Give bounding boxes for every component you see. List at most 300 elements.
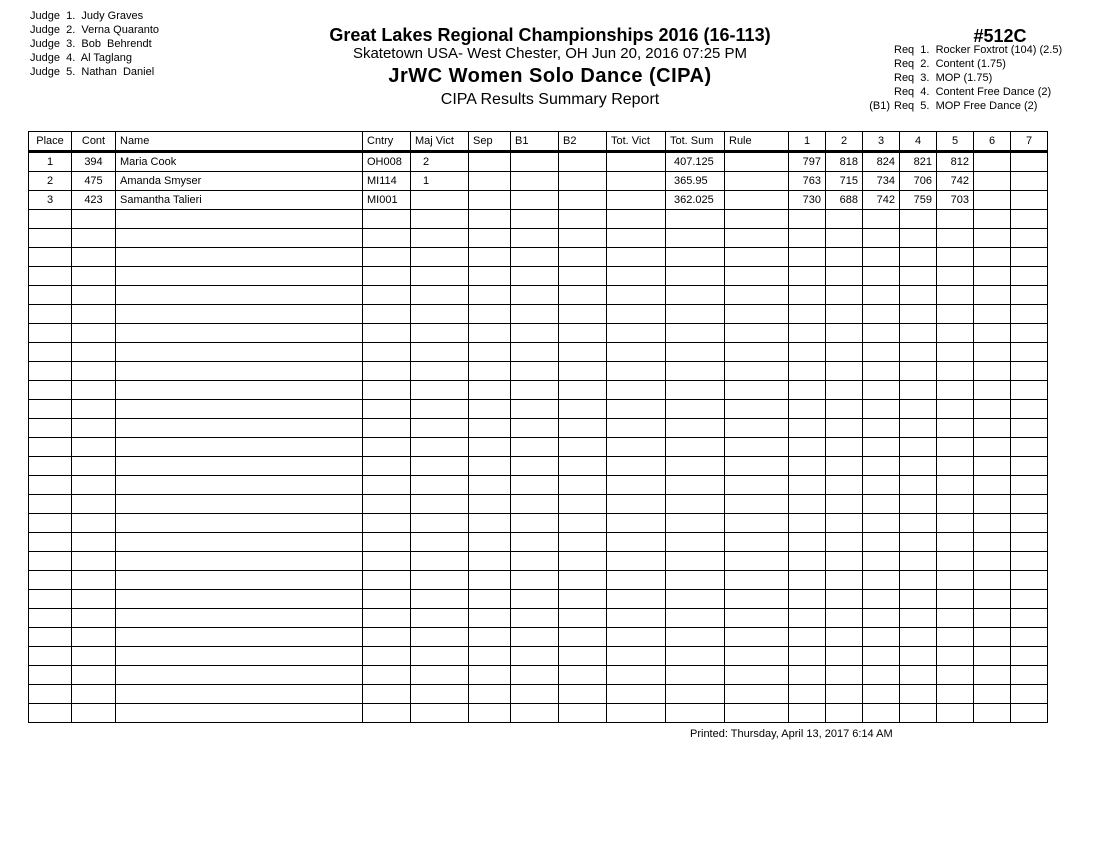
table-cell [789,628,826,647]
table-cell [863,647,900,666]
table-cell [826,438,863,457]
table-cell [725,495,789,514]
table-cell [469,286,511,305]
table-cell: 1 [29,152,72,172]
table-cell [900,590,937,609]
table-cell [411,438,469,457]
table-cell [1011,685,1048,704]
table-cell [826,666,863,685]
table-cell [411,685,469,704]
column-header: Tot. Vict [607,132,666,152]
table-cell [974,438,1011,457]
table-cell [826,571,863,590]
table-cell [559,152,607,172]
table-cell [511,628,559,647]
table-cell [511,191,559,210]
report-title: CIPA Results Summary Report [440,91,660,108]
table-cell [72,457,116,476]
table-cell [29,533,72,552]
table-cell [826,457,863,476]
table-cell [666,229,725,248]
table-cell [900,647,937,666]
table-cell [863,533,900,552]
table-cell [469,647,511,666]
table-cell [511,704,559,723]
table-cell [29,609,72,628]
table-cell [469,666,511,685]
table-cell [363,476,411,495]
table-cell [789,571,826,590]
table-cell [1011,229,1048,248]
table-cell [725,533,789,552]
table-cell [725,457,789,476]
table-cell [607,191,666,210]
table-cell [559,305,607,324]
table-cell [411,514,469,533]
table-cell [1011,628,1048,647]
table-cell [511,400,559,419]
table-cell [72,324,116,343]
table-cell [974,571,1011,590]
table-cell [1011,457,1048,476]
table-cell [72,305,116,324]
table-cell [725,647,789,666]
table-cell [826,305,863,324]
table-cell [363,514,411,533]
table-cell [29,286,72,305]
table-cell [666,438,725,457]
table-cell [559,438,607,457]
table-cell [116,381,363,400]
table-cell [826,210,863,229]
requirement-text: Req 4. Content Free Dance (2) [894,86,1052,98]
table-cell [826,381,863,400]
column-header: Maj Vict [411,132,469,152]
table-cell [559,647,607,666]
table-cell [469,419,511,438]
table-cell [559,457,607,476]
table-cell [607,419,666,438]
table-row [29,343,1048,362]
table-cell [900,571,937,590]
table-cell [411,476,469,495]
table-cell [469,191,511,210]
table-cell [863,552,900,571]
table-cell [363,457,411,476]
table-cell [666,305,725,324]
judge-item: Judge 5. Nathan Daniel [30,66,155,78]
table-cell [1011,191,1048,210]
table-cell [469,400,511,419]
table-cell [863,666,900,685]
table-row [29,172,1048,191]
table-cell [511,305,559,324]
table-cell [607,476,666,495]
table-cell [411,647,469,666]
column-header: Tot. Sum [666,132,725,152]
table-cell [29,495,72,514]
table-cell [559,324,607,343]
table-cell [511,210,559,229]
requirement-text: Req 1. Rocker Foxtrot (104) (2.5) [894,44,1063,56]
table-cell: Samantha Talieri [116,191,363,210]
table-cell [900,666,937,685]
table-row [29,438,1048,457]
table-cell [725,438,789,457]
table-cell [1011,248,1048,267]
table-cell [411,286,469,305]
table-cell [725,229,789,248]
table-cell [789,457,826,476]
table-cell [900,419,937,438]
table-cell [511,172,559,191]
table-cell [1011,476,1048,495]
table-cell [974,343,1011,362]
table-cell: MI001 [363,191,411,210]
table-cell [469,381,511,400]
table-cell [559,666,607,685]
table-cell [607,172,666,191]
table-cell [607,457,666,476]
table-cell [116,571,363,590]
table-cell [607,324,666,343]
table-cell [469,248,511,267]
table-cell: 475 [72,172,116,191]
table-cell [666,286,725,305]
table-cell: 423 [72,191,116,210]
table-cell [1011,533,1048,552]
table-cell [666,533,725,552]
printed-timestamp: Printed: Thursday, April 13, 2017 6:14 AM [690,728,893,740]
table-cell [725,685,789,704]
table-cell [469,685,511,704]
table-cell [1011,495,1048,514]
table-cell [789,286,826,305]
table-cell [725,362,789,381]
table-cell [789,438,826,457]
table-row [29,381,1048,400]
table-cell [469,343,511,362]
table-cell [789,533,826,552]
requirement-text: Req 2. Content (1.75) [894,58,1006,70]
table-cell [1011,419,1048,438]
table-cell [363,590,411,609]
table-cell [411,343,469,362]
table-cell [363,400,411,419]
table-cell [29,704,72,723]
table-cell [511,457,559,476]
table-cell [789,609,826,628]
column-header: 4 [900,132,937,152]
table-cell [363,704,411,723]
table-row [29,362,1048,381]
table-cell [974,666,1011,685]
table-cell [974,647,1011,666]
table-cell [116,343,363,362]
table-cell [725,267,789,286]
table-cell [116,457,363,476]
table-cell [411,191,469,210]
table-cell [469,609,511,628]
column-header: Name [116,132,363,152]
table-cell [411,571,469,590]
table-cell [1011,381,1048,400]
table-cell [863,457,900,476]
table-cell: 742 [863,191,900,210]
table-cell [666,628,725,647]
table-cell [863,495,900,514]
table-cell [863,438,900,457]
table-cell [469,362,511,381]
requirement-text: Req 5. MOP Free Dance (2) [894,100,1038,112]
table-cell [511,362,559,381]
column-header: 6 [974,132,1011,152]
table-cell [469,457,511,476]
table-cell [789,552,826,571]
table-cell [974,552,1011,571]
table-cell [789,514,826,533]
table-cell [559,476,607,495]
table-cell [559,191,607,210]
table-cell [666,324,725,343]
table-cell [826,628,863,647]
table-cell [607,362,666,381]
table-row [29,305,1048,324]
table-cell [511,647,559,666]
table-cell [974,609,1011,628]
column-header: Place [29,132,72,152]
table-cell [666,476,725,495]
table-cell [411,400,469,419]
table-cell [29,248,72,267]
table-cell [725,381,789,400]
table-cell [116,476,363,495]
table-cell [789,248,826,267]
table-cell [29,229,72,248]
table-cell [411,419,469,438]
table-cell [863,628,900,647]
table-cell [900,476,937,495]
table-cell [937,362,974,381]
table-cell [1011,552,1048,571]
table-cell [511,267,559,286]
table-cell [411,704,469,723]
table-cell [974,152,1011,172]
table-cell [1011,590,1048,609]
table-cell [974,704,1011,723]
table-cell [72,210,116,229]
table-row [29,457,1048,476]
results-table [28,131,1048,723]
column-header: Sep [469,132,511,152]
table-cell [725,609,789,628]
table-cell [29,685,72,704]
table-row [29,514,1048,533]
table-cell [29,666,72,685]
table-cell: 715 [826,172,863,191]
table-cell [974,685,1011,704]
table-cell [29,438,72,457]
table-cell [559,362,607,381]
table-row [29,590,1048,609]
table-cell [863,210,900,229]
venue-date: Skatetown USA- West Chester, OH Jun 20, 2016 07:25 PM [352,45,748,62]
table-cell [1011,172,1048,191]
table-cell [511,609,559,628]
table-cell [789,419,826,438]
table-cell [116,590,363,609]
table-cell [411,495,469,514]
requirement-item [840,71,1076,85]
table-cell: 759 [900,191,937,210]
table-cell [363,362,411,381]
table-cell [29,324,72,343]
column-header: 2 [826,132,863,152]
table-cell: 688 [826,191,863,210]
table-cell [725,286,789,305]
table-cell [789,647,826,666]
table-cell: 3 [29,191,72,210]
table-row [29,685,1048,704]
table-row [29,704,1048,723]
table-cell [725,324,789,343]
table-cell [469,152,511,172]
table-cell [666,343,725,362]
requirement-item [840,57,1076,71]
table-cell [974,248,1011,267]
table-cell [666,400,725,419]
table-cell [974,495,1011,514]
table-cell [116,704,363,723]
table-cell [900,495,937,514]
table-cell [789,685,826,704]
table-cell [789,495,826,514]
table-cell [1011,324,1048,343]
table-row [29,229,1048,248]
table-cell [469,590,511,609]
table-cell [607,533,666,552]
table-cell [411,590,469,609]
table-cell [511,419,559,438]
table-cell [116,229,363,248]
table-cell [116,533,363,552]
table-cell [72,533,116,552]
table-cell [666,419,725,438]
table-cell: 742 [937,172,974,191]
table-cell [666,590,725,609]
table-cell [363,666,411,685]
table-row [29,419,1048,438]
table-row [29,552,1048,571]
column-header: B1 [511,132,559,152]
table-cell [1011,286,1048,305]
table-cell [607,305,666,324]
table-cell [72,438,116,457]
table-cell [72,666,116,685]
table-cell [1011,343,1048,362]
table-cell [116,324,363,343]
table-cell [826,647,863,666]
table-row [29,666,1048,685]
column-header: 7 [1011,132,1048,152]
table-cell [116,628,363,647]
table-cell [511,514,559,533]
table-cell [607,514,666,533]
table-cell [937,400,974,419]
table-cell [826,476,863,495]
table-cell [725,419,789,438]
table-cell [974,362,1011,381]
table-cell [900,362,937,381]
column-header: B2 [559,132,607,152]
table-cell [1011,514,1048,533]
judge-item: Judge 2. Verna Quaranto [30,24,160,36]
table-cell [974,533,1011,552]
table-cell [666,495,725,514]
table-cell [411,381,469,400]
table-cell [863,248,900,267]
table-cell: 818 [826,152,863,172]
table-cell [116,419,363,438]
table-cell [72,381,116,400]
table-cell [974,210,1011,229]
table-cell [511,248,559,267]
table-cell [607,590,666,609]
table-cell [900,324,937,343]
table-cell [826,495,863,514]
table-cell [363,685,411,704]
table-cell [826,552,863,571]
table-cell: Amanda Smyser [116,172,363,191]
table-cell [666,704,725,723]
table-cell [900,286,937,305]
table-cell [559,172,607,191]
table-cell [863,343,900,362]
judge-item: Judge 1. Judy Graves [30,10,144,22]
column-header: 5 [937,132,974,152]
table-cell [72,476,116,495]
table-cell [789,381,826,400]
table-cell [511,286,559,305]
table-cell [666,609,725,628]
table-cell [29,400,72,419]
table-cell [863,419,900,438]
table-row [29,609,1048,628]
table-cell: OH008 [363,152,411,172]
table-cell [826,286,863,305]
table-cell [607,343,666,362]
table-cell [937,305,974,324]
table-cell [511,476,559,495]
table-cell [363,609,411,628]
table-cell [72,286,116,305]
table-cell [725,172,789,191]
table-cell [511,152,559,172]
table-cell [29,628,72,647]
table-cell [900,305,937,324]
table-cell [937,590,974,609]
table-cell [937,248,974,267]
table-cell [559,685,607,704]
table-cell [826,248,863,267]
table-cell [363,286,411,305]
table-cell [607,286,666,305]
table-cell [826,590,863,609]
table-cell [469,514,511,533]
table-cell [363,628,411,647]
table-cell [559,286,607,305]
table-cell [29,552,72,571]
